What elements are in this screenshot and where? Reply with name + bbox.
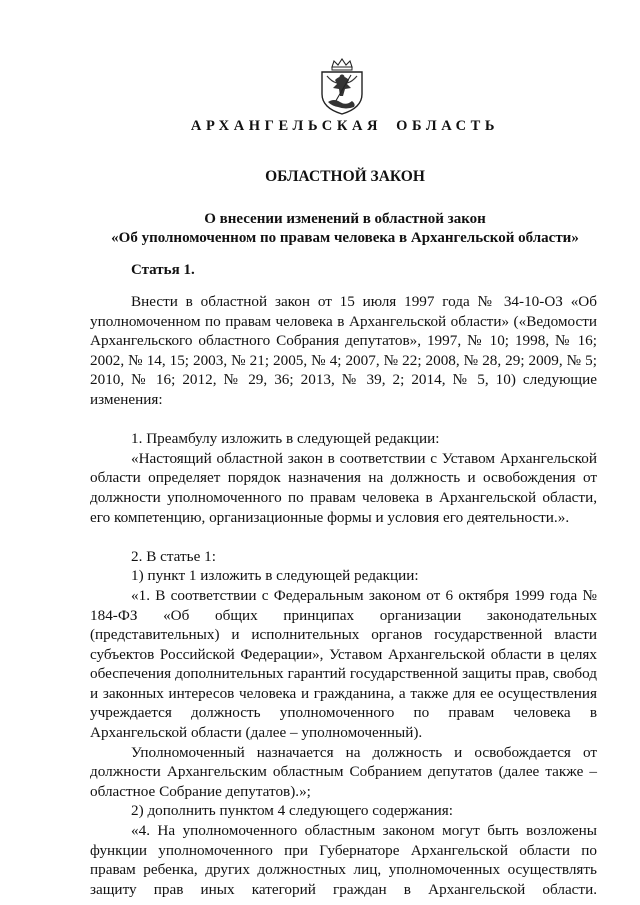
law-subject	[50, 210, 640, 248]
item-2-1-quote-2-paragraph: Уполномоченный назначается на должность и освобождается от должности Архангельским областным Собранием депутатов (далее также – областное Собрание депутатов).»;	[90, 743, 597, 800]
subject-line-2: «Об уполномоченном по правам человека в Архангельской области»	[111, 230, 579, 246]
intro-paragraph: Внести в областной закон от 15 июля 1997 года № 34-10-ОЗ «Об уполномоченном по правам человека в Архангельской области» («Ведомости Архангельского областного Собрания депутатов», 1997, № 10; 1998, № 16; 2002, № 14, 15; 2003, № 21; 2005, № 4; 2007, № 22; 2008, № 28, 29; 2009, № 5; 2010, № 16; 2012, № 29, 36; 2013, № 39, 2; 2014, № 5, 10) следующие изменения:	[90, 293, 597, 408]
item-2-1-quote-paragraph: «1. В соответствии с Федеральным законом от 6 октября 1999 года № 184-ФЗ «Об общих принципах организации законодательных (представительных) и исполнительных органов государственной власти субъектов Российской Федерации», Уставом Архангельской области в целях обеспечения дополнительных гарантий государственной защиты прав, свобод и законных интересов человека и гражданина, а также для ее осуществления учреждается должность уполномоченного по правам человека в Архангельской области (далее – уполномоченный).	[90, 586, 597, 742]
item-1-paragraph: 1. Преамбулу изложить в следующей редакции:	[131, 430, 440, 448]
subject-line-1: О внесении изменений в областной закон	[204, 211, 486, 227]
article-title: Статья 1.	[131, 262, 195, 278]
item-1-quote-paragraph: «Настоящий областной закон в соответствии с Уставом Архангельской области определяет порядок назначения на должность и освобождения от должности уполномоченного по правам человека в Архангельской области, его компетенцию, организационные формы и условия его деятельности.».	[90, 449, 597, 526]
law-type-title: ОБЛАСТНОЙ ЗАКОН	[265, 168, 425, 185]
region-word-2: ОБЛАСТЬ	[396, 118, 500, 134]
item-2-2-quote-paragraph: «4. На уполномоченного областным законом могут быть возложены функции уполномоченного при Губернаторе Архангельской области по правам ребенка, других должностных лиц, уполномоченных осуществлять защиту прав иных категорий граждан в Архангельской области.	[90, 822, 597, 898]
coat-of-arms-icon	[318, 58, 366, 116]
item-2-1-paragraph: 1) пункт 1 изложить в следующей редакции:	[131, 567, 419, 585]
item-2-2-paragraph: 2) дополнить пунктом 4 следующего содержания:	[131, 802, 453, 820]
document-body	[90, 292, 597, 899]
item-2-paragraph: 2. В статье 1:	[131, 547, 216, 565]
region-title	[0, 118, 640, 135]
region-word-1: АРХАНГЕЛЬСКАЯ	[190, 118, 383, 134]
